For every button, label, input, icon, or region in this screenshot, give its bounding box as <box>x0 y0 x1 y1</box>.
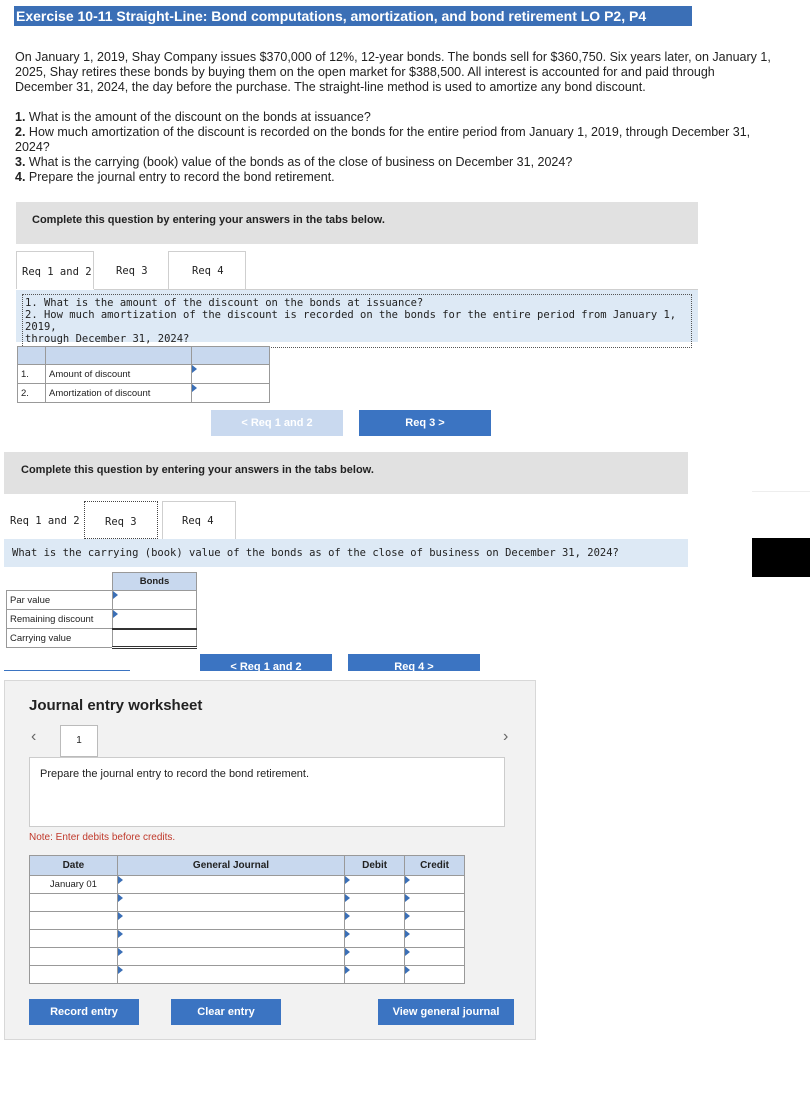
carrying-value-table <box>6 572 197 649</box>
question-item: 3. What is the carrying (book) value of the bonds as of the close of business on December 31, 2024? <box>15 155 573 169</box>
worksheet-instruction: Prepare the journal entry to record the bond retirement. <box>29 757 505 827</box>
worksheet-page-1[interactable]: 1 <box>60 725 98 757</box>
journal-worksheet <box>4 680 536 1040</box>
view-general-journal-button[interactable]: View general journal <box>378 999 514 1025</box>
account-input[interactable] <box>117 948 344 966</box>
remaining-discount-input[interactable] <box>113 610 197 629</box>
question-band <box>16 290 698 345</box>
journal-table: Date General Journal Debit Credit January 01 <box>29 855 465 984</box>
tab-req-3[interactable]: Req 3 <box>84 501 158 539</box>
chevron-left-icon[interactable]: ‹ <box>31 728 37 745</box>
clear-entry-button[interactable]: Clear entry <box>171 999 281 1025</box>
next-req-3-button[interactable]: Req 3 > <box>359 410 491 436</box>
tab-frame <box>162 501 236 539</box>
worksheet-title: Journal entry worksheet <box>29 697 203 714</box>
carrying-value-cell[interactable] <box>113 629 197 648</box>
question-box: 1. What is the amount of the discount on the bonds at issuance? 2. How much amortization of the discount is recorded on the bonds for the entire period from January 1, 2019, through December 31, 2024? <box>22 294 692 348</box>
debits-note: Note: Enter debits before credits. <box>29 832 176 843</box>
credit-input[interactable] <box>405 876 465 894</box>
debit-input[interactable] <box>345 948 405 966</box>
prev-req-button[interactable]: < Req 1 and 2 <box>200 654 332 671</box>
tab-req-4[interactable]: Req 4 <box>192 265 224 277</box>
table-row: 2. Amortization of discount <box>18 384 270 403</box>
table-row <box>30 912 465 930</box>
credit-input[interactable] <box>405 930 465 948</box>
record-entry-button[interactable]: Record entry <box>29 999 139 1025</box>
next-req-4-button[interactable]: Req 4 > <box>348 654 480 671</box>
divider <box>4 670 130 671</box>
account-input[interactable] <box>117 894 344 912</box>
black-block <box>752 538 810 577</box>
instruction-band: Complete this question by entering your answers in the tabs below. <box>16 202 698 244</box>
date-cell[interactable] <box>30 948 118 966</box>
debit-input[interactable] <box>345 894 405 912</box>
table-row <box>30 930 465 948</box>
date-cell[interactable] <box>30 930 118 948</box>
par-value-input[interactable] <box>113 591 197 610</box>
date-cell[interactable]: January 01 <box>30 876 118 894</box>
page-title: Exercise 10-11 Straight-Line: Bond computations, amortization, and bond retirement LO P2, P4 <box>14 6 692 26</box>
debit-input[interactable] <box>345 966 405 984</box>
question-item: 2. How much amortization of the discount is recorded on the bonds for the entire period from January 1, 2019, through December 31, 2024? <box>15 125 751 154</box>
tab-req-1-2[interactable]: Req 1 and 2 <box>16 251 94 289</box>
tab-req-1-2[interactable]: Req 1 and 2 <box>10 515 80 527</box>
problem-text: On January 1, 2019, Shay Company issues $370,000 of 12%, 12-year bonds. The bonds sell for $360,750. Six years later, on January 1, 2025, Shay retires these bonds by buying them on the open market for $388,500. All interest is accounted for and paid through December 31, 2024, the day before the purchase. The straight-line method is used to amortize any bond discount. <box>15 50 771 94</box>
question-item: 1. What is the amount of the discount on the bonds at issuance? <box>15 110 371 124</box>
table-row <box>30 966 465 984</box>
account-input[interactable] <box>117 876 344 894</box>
account-input[interactable] <box>117 966 344 984</box>
table-row <box>30 894 465 912</box>
account-input[interactable] <box>117 930 344 948</box>
question-band: What is the carrying (book) value of the bonds as of the close of business on December 31, 2024? <box>4 539 688 567</box>
table-row: 1. Amount of discount <box>18 365 270 384</box>
table-row: Par value <box>7 591 197 610</box>
table-row: Carrying value <box>7 629 197 648</box>
table-row: Remaining discount <box>7 610 197 629</box>
date-cell[interactable] <box>30 912 118 930</box>
question-list <box>15 110 785 185</box>
table-row <box>30 876 465 894</box>
date-cell[interactable] <box>30 894 118 912</box>
credit-input[interactable] <box>405 912 465 930</box>
divider <box>752 491 810 492</box>
debit-input[interactable] <box>345 876 405 894</box>
prev-req-button[interactable]: < Req 1 and 2 <box>211 410 343 436</box>
amortization-of-discount-input[interactable] <box>192 384 270 403</box>
chevron-right-icon[interactable]: › <box>503 728 509 745</box>
debit-input[interactable] <box>345 912 405 930</box>
instruction-band: Complete this question by entering your answers in the tabs below. <box>4 452 688 494</box>
amount-of-discount-input[interactable] <box>192 365 270 384</box>
tab-req-3[interactable]: Req 3 <box>116 265 148 277</box>
credit-input[interactable] <box>405 894 465 912</box>
tab-frame <box>168 251 246 289</box>
debit-input[interactable] <box>345 930 405 948</box>
question-item: 4. Prepare the journal entry to record the bond retirement. <box>15 170 335 184</box>
tab-req-4[interactable]: Req 4 <box>182 515 214 527</box>
table-row <box>30 948 465 966</box>
credit-input[interactable] <box>405 966 465 984</box>
date-cell[interactable] <box>30 966 118 984</box>
credit-input[interactable] <box>405 948 465 966</box>
bonds-header: Bonds <box>113 573 197 591</box>
account-input[interactable] <box>117 912 344 930</box>
discount-table <box>17 346 270 403</box>
